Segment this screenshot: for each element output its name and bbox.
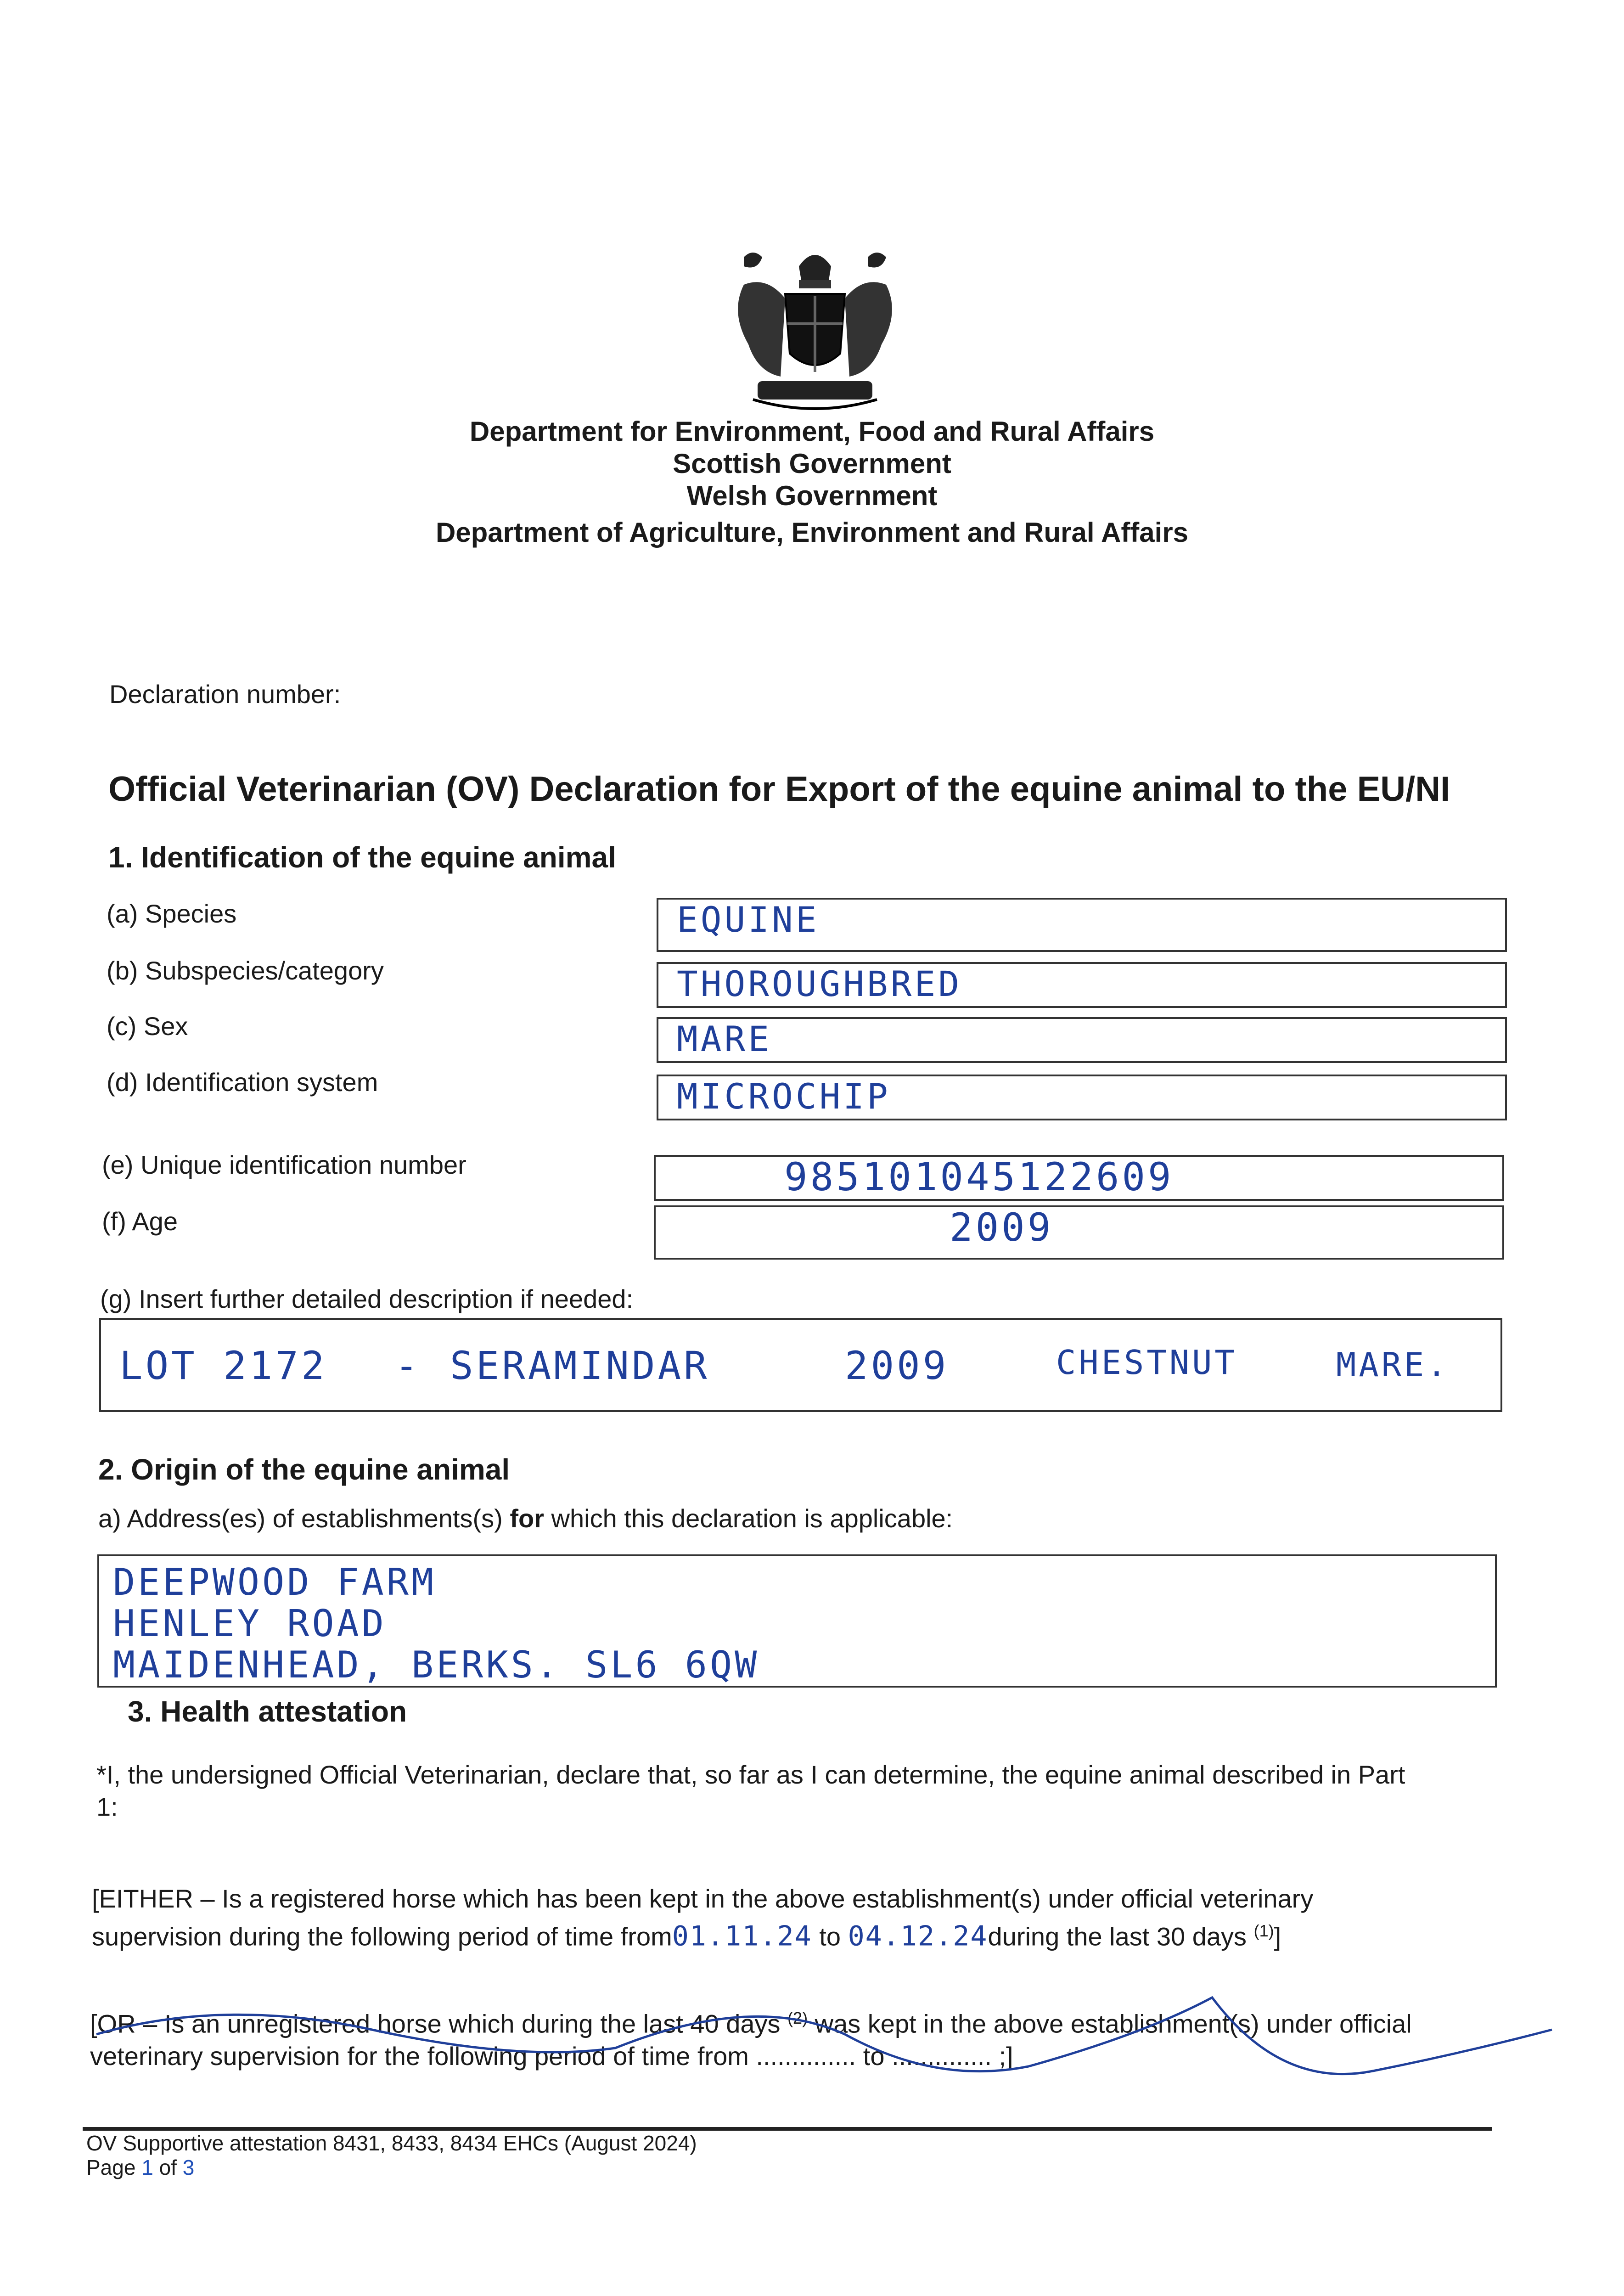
sex-field (657, 1017, 1507, 1063)
age-label: (f) Age (102, 1207, 178, 1236)
address-line-3: MAIDENHEAD, BERKS. SL6 6QW (113, 1643, 760, 1686)
species-label: (a) Species (107, 899, 237, 928)
address-label-post: which this declaration is applicable: (544, 1504, 953, 1533)
unique-id-label: (e) Unique identification number (102, 1150, 466, 1179)
section-3-heading: 3. Health attestation (128, 1695, 407, 1728)
footer-page-total: 3 (182, 2155, 195, 2179)
footer-attestation-ref: OV Supportive attestation 8431, 8433, 8434 EHCs (August 2024) (86, 2131, 697, 2155)
either-line-2 (92, 1915, 1492, 1953)
either-date-from: 01.11.24 (672, 1920, 812, 1953)
address-label-bold: for (510, 1504, 544, 1533)
further-description-label: (g) Insert further detailed description if needed: (100, 1284, 634, 1313)
strike-through-scribble (87, 1979, 1557, 2099)
further-description-name: SERAMINDAR (450, 1343, 710, 1388)
further-description-sex: MARE. (1336, 1345, 1450, 1384)
royal-coat-of-arms-emblem (716, 239, 914, 413)
either-line-1: [EITHER – Is a registered horse which has been kept in the above establishment(s) under official veterinary (92, 1884, 1314, 1913)
unique-id-value: 985101045122609 (784, 1154, 1174, 1199)
either-date-to: 04.12.24 (848, 1920, 988, 1953)
subspecies-field (657, 962, 1507, 1008)
sex-label: (c) Sex (107, 1012, 188, 1041)
or-footnote-ref: (2) (787, 2009, 808, 2027)
or-line-1-post: was kept in the above establishment(s) under official (808, 2009, 1412, 2038)
age-field (654, 1205, 1504, 1260)
subspecies-value: THOROUGHBRED (677, 963, 962, 1004)
address-label (98, 1504, 953, 1533)
further-description-year: 2009 (845, 1343, 949, 1388)
department-name-daera: Department of Agriculture, Environment and Rural Affairs (435, 517, 1189, 548)
page-title: Official Veterinarian (OV) Declaration for Export of the equine animal to the EU/NI (108, 770, 1450, 809)
either-close-bracket: ] (1274, 1922, 1281, 1951)
species-field (657, 898, 1507, 952)
identification-system-value: MICROCHIP (677, 1076, 891, 1117)
department-name-welsh-government: Welsh Government (686, 480, 938, 511)
either-line-2-post: during the last 30 days (988, 1922, 1247, 1951)
footer-page-number (86, 2155, 194, 2180)
address-line-2: HENLEY ROAD (113, 1602, 387, 1645)
declaration-number-label: Declaration number: (109, 680, 341, 709)
address-line-1: DEEPWOOD FARM (113, 1561, 437, 1604)
identification-system-label: (d) Identification system (107, 1068, 378, 1097)
either-footnote-ref: (1) (1253, 1921, 1274, 1940)
section-2-heading: 2. Origin of the equine animal (98, 1453, 510, 1486)
sex-value: MARE (677, 1019, 772, 1059)
footer-page-current: 1 (141, 2155, 153, 2179)
or-line-2: veterinary supervision for the following period of time from .............. to .............. ;] (90, 2041, 1013, 2071)
subspecies-label: (b) Subspecies/category (107, 956, 384, 985)
either-to-word: to (812, 1922, 848, 1951)
further-description-colour: CHESTNUT (1056, 1343, 1237, 1382)
footer-of-word: of (153, 2155, 183, 2179)
section-1-heading: 1. Identification of the equine animal (108, 841, 616, 874)
address-field (97, 1554, 1497, 1688)
department-name-scottish-government: Scottish Government (673, 448, 951, 479)
either-line-2-pre: supervision during the following period of time from (92, 1922, 672, 1951)
intro-line-2: 1: (96, 1792, 118, 1821)
age-value: 2009 (950, 1205, 1054, 1250)
or-line-1-pre: [OR – Is an unregistered horse which during the last 40 days (90, 2009, 788, 2038)
footer-page-word: Page (86, 2155, 142, 2179)
identification-system-field (657, 1075, 1507, 1120)
intro-line-1: *I, the undersigned Official Veterinarian, declare that, so far as I can determine, the equine animal described in Part (96, 1760, 1405, 1789)
further-description-field (99, 1318, 1502, 1412)
address-label-pre: a) Address(es) of establishments(s) (98, 1504, 510, 1533)
either-clause (92, 1883, 1492, 1953)
department-name-defra: Department for Environment, Food and Rural Affairs (469, 416, 1155, 447)
further-description-lot: LOT 2172 (119, 1343, 327, 1388)
health-attestation-intro (96, 1759, 1511, 1823)
further-description-dash: - (395, 1343, 421, 1388)
species-value: EQUINE (677, 899, 820, 940)
footer-divider (83, 2127, 1492, 2131)
unique-id-field (654, 1155, 1504, 1201)
